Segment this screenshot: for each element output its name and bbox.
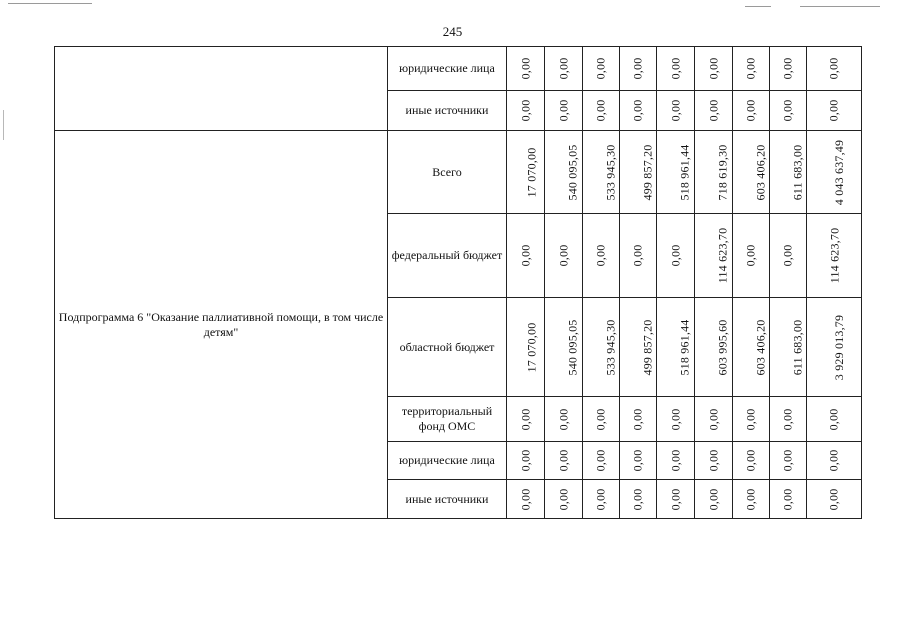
funding-source-label: территориальный фонд ОМС — [388, 397, 507, 442]
value-text: 4 043 637,49 — [832, 139, 847, 205]
value-text: 17 070,00 — [524, 147, 539, 197]
budget-table — [54, 46, 862, 519]
value-text: 518 961,44 — [677, 144, 692, 200]
value-cell — [657, 480, 695, 519]
value-cell — [733, 397, 770, 442]
value-cell — [695, 480, 733, 519]
value-cell — [583, 131, 620, 214]
value-text: 603 406,20 — [753, 319, 768, 375]
value-text: 611 683,00 — [790, 319, 805, 375]
value-cell — [695, 47, 733, 91]
value-text: 0,00 — [706, 488, 720, 510]
value-text: 0,00 — [518, 408, 532, 430]
value-text: 0,00 — [743, 488, 758, 510]
value-cell — [545, 442, 583, 480]
value-cell — [620, 298, 657, 397]
funding-source-label: юридические лица — [388, 47, 507, 91]
value-text: 0,00 — [630, 99, 645, 122]
table-row — [55, 47, 862, 91]
value-cell — [733, 131, 770, 214]
funding-source-label: областной бюджет — [388, 298, 507, 397]
value-text: 0,00 — [743, 449, 758, 472]
value-text: 0,00 — [556, 488, 570, 510]
value-cell — [507, 397, 545, 442]
value-text: 0,00 — [518, 488, 532, 510]
value-cell — [507, 131, 545, 214]
value-cell — [507, 91, 545, 131]
value-text: 0,00 — [630, 244, 645, 267]
value-text: 3 929 013,79 — [832, 314, 847, 380]
value-cell — [657, 131, 695, 214]
value-cell — [733, 91, 770, 131]
value-text: 499 857,20 — [640, 144, 655, 200]
value-cell — [657, 442, 695, 480]
value-text: 114 623,70 — [827, 227, 842, 284]
value-text: 0,00 — [556, 57, 570, 80]
value-text: 0,00 — [593, 488, 608, 510]
value-cell — [807, 480, 862, 519]
value-cell — [770, 131, 807, 214]
value-text: 0,00 — [668, 408, 682, 430]
value-text: 0,00 — [556, 408, 570, 430]
value-text: 0,00 — [630, 488, 645, 510]
value-cell — [733, 298, 770, 397]
value-cell — [770, 480, 807, 519]
value-text: 0,00 — [706, 449, 720, 472]
value-cell — [507, 480, 545, 519]
value-cell — [583, 298, 620, 397]
value-text: 0,00 — [743, 99, 758, 122]
value-cell — [620, 480, 657, 519]
value-cell — [583, 397, 620, 442]
value-text: 0,00 — [518, 57, 532, 80]
value-cell — [733, 480, 770, 519]
value-cell — [620, 442, 657, 480]
funding-source-label: иные источники — [388, 91, 507, 131]
value-text: 603 406,20 — [753, 144, 768, 200]
funding-source-label: Всего — [388, 131, 507, 214]
value-text: 0,00 — [593, 244, 608, 267]
value-text: 114 623,70 — [715, 227, 730, 284]
value-cell — [770, 298, 807, 397]
value-text: 0,00 — [826, 449, 841, 472]
value-text: 0,00 — [706, 408, 720, 430]
table-body — [55, 47, 862, 519]
value-cell — [807, 397, 862, 442]
value-cell — [583, 442, 620, 480]
value-text: 0,00 — [706, 57, 720, 80]
value-text: 0,00 — [826, 408, 841, 430]
value-text: 0,00 — [743, 244, 758, 267]
funding-source-label: юридические лица — [388, 442, 507, 480]
value-text: 0,00 — [630, 449, 645, 472]
value-text: 0,00 — [593, 449, 608, 472]
value-cell — [657, 47, 695, 91]
value-cell — [807, 214, 862, 298]
value-text: 533 945,30 — [603, 319, 618, 375]
value-cell — [620, 131, 657, 214]
value-cell — [583, 214, 620, 298]
value-text: 0,00 — [826, 99, 841, 122]
value-text: 0,00 — [668, 244, 682, 267]
value-cell — [583, 480, 620, 519]
value-text: 533 945,30 — [603, 144, 618, 200]
value-cell — [545, 91, 583, 131]
value-cell — [507, 47, 545, 91]
value-text: 611 683,00 — [790, 144, 805, 200]
value-text: 0,00 — [556, 244, 570, 267]
value-cell — [733, 442, 770, 480]
value-cell — [807, 298, 862, 397]
table-row — [55, 131, 862, 214]
value-text: 0,00 — [556, 449, 570, 472]
value-cell — [695, 91, 733, 131]
scan-edge-left — [3, 110, 4, 140]
funding-source-label: иные источники — [388, 480, 507, 519]
program-name-cell-continued — [55, 47, 388, 131]
value-cell — [545, 397, 583, 442]
value-text: 0,00 — [780, 57, 795, 80]
value-text: 0,00 — [780, 99, 795, 122]
value-text: 17 070,00 — [524, 322, 539, 372]
value-text: 0,00 — [668, 99, 682, 122]
value-cell — [770, 47, 807, 91]
value-text: 540 095,05 — [565, 144, 580, 200]
value-cell — [807, 131, 862, 214]
value-cell — [583, 47, 620, 91]
program-name-cell: Подпрограмма 6 "Оказание паллиативной помощи, в том числе детям" — [55, 131, 388, 519]
value-text: 0,00 — [556, 99, 570, 122]
value-text: 518 961,44 — [677, 319, 692, 375]
value-cell — [695, 397, 733, 442]
funding-source-label: федеральный бюджет — [388, 214, 507, 298]
value-cell — [507, 298, 545, 397]
value-text: 0,00 — [780, 408, 795, 430]
value-cell — [545, 480, 583, 519]
page-number: 245 — [442, 24, 463, 39]
value-cell — [657, 397, 695, 442]
value-text: 0,00 — [630, 408, 645, 430]
value-text: 0,00 — [780, 244, 795, 267]
value-cell — [733, 47, 770, 91]
scan-edge-top-left — [8, 3, 92, 4]
value-cell — [695, 131, 733, 214]
value-cell — [657, 298, 695, 397]
value-text: 0,00 — [780, 449, 795, 472]
value-cell — [770, 442, 807, 480]
value-cell — [807, 91, 862, 131]
value-text: 0,00 — [593, 99, 608, 122]
value-text: 0,00 — [743, 408, 758, 430]
value-cell — [620, 214, 657, 298]
value-text: 718 619,30 — [715, 144, 730, 200]
value-cell — [695, 298, 733, 397]
value-cell — [620, 397, 657, 442]
value-cell — [620, 91, 657, 131]
value-text: 0,00 — [780, 488, 795, 510]
value-text: 0,00 — [668, 449, 682, 472]
scan-edge-top-right-2 — [800, 6, 880, 7]
value-cell — [583, 91, 620, 131]
value-text: 0,00 — [826, 488, 841, 510]
value-cell — [770, 91, 807, 131]
value-cell — [507, 214, 545, 298]
value-cell — [770, 214, 807, 298]
value-text: 0,00 — [826, 57, 841, 80]
value-text: 603 995,60 — [715, 319, 730, 375]
value-cell — [695, 214, 733, 298]
value-text: 0,00 — [518, 449, 532, 472]
value-cell — [657, 214, 695, 298]
value-cell — [545, 298, 583, 397]
value-text: 0,00 — [630, 57, 645, 80]
value-cell — [770, 397, 807, 442]
scan-edge-top-right — [745, 6, 771, 7]
value-text: 0,00 — [518, 99, 532, 122]
value-cell — [807, 442, 862, 480]
value-cell — [620, 47, 657, 91]
value-cell — [545, 47, 583, 91]
value-text: 0,00 — [518, 244, 532, 267]
value-text: 540 095,05 — [565, 319, 580, 375]
value-cell — [657, 91, 695, 131]
value-cell — [733, 214, 770, 298]
value-text: 0,00 — [668, 488, 682, 510]
value-cell — [545, 214, 583, 298]
value-text: 0,00 — [668, 57, 682, 80]
value-text: 499 857,20 — [640, 319, 655, 375]
value-text: 0,00 — [593, 408, 608, 430]
value-cell — [695, 442, 733, 480]
value-cell — [545, 131, 583, 214]
value-text: 0,00 — [706, 99, 720, 122]
value-text: 0,00 — [743, 57, 758, 80]
value-cell — [807, 47, 862, 91]
value-cell — [507, 442, 545, 480]
value-text: 0,00 — [593, 57, 608, 80]
